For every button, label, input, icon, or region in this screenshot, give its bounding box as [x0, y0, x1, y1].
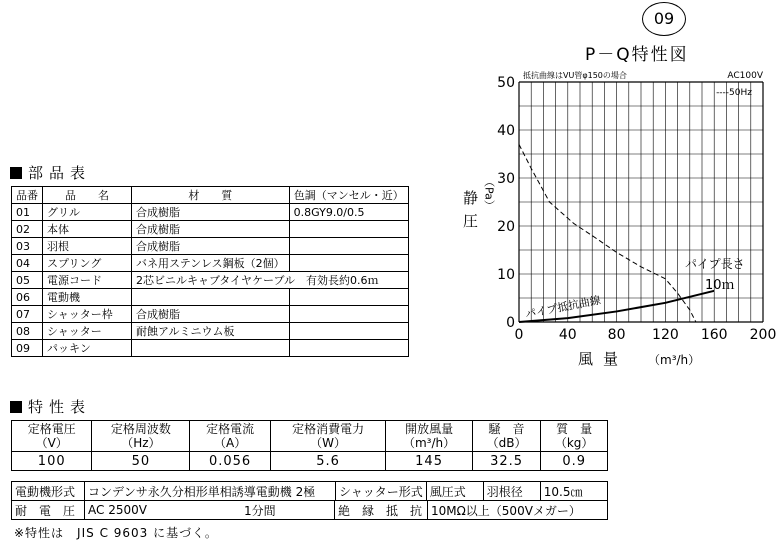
parts-row [12, 289, 409, 306]
parts-cell: 電動機 [43, 289, 132, 306]
spec-value: 100 [12, 452, 92, 471]
y-axis-label: 静圧 [461, 190, 479, 236]
insulation-value: 10MΩ以上（500Vメガー） [428, 501, 608, 520]
motor-type-label: 電動機形式 [12, 482, 85, 501]
parts-cell [289, 238, 408, 255]
x-tick-label: 40 [558, 327, 577, 343]
parts-table [11, 186, 409, 357]
parts-cell: 合成樹脂 [132, 238, 290, 255]
spec-value: 0.056 [190, 452, 270, 471]
parts-cell: 08 [12, 323, 43, 340]
parts-cell [289, 221, 408, 238]
chart-legend-50hz: ----50Hz [716, 88, 752, 98]
spec-header-label: 定格電流 [206, 422, 255, 436]
shutter-type-label: シャッター形式 [336, 482, 427, 501]
parts-row [12, 272, 409, 289]
spec-header-label: 定格消費電力 [292, 422, 365, 436]
withstand-voltage-label: 耐 電 圧 [12, 501, 85, 520]
spec-header-unit: （A） [213, 436, 247, 450]
spec-section-heading [10, 396, 91, 417]
parts-header-row [12, 187, 409, 204]
parts-cell: 02 [12, 221, 43, 238]
x-tick-label: 120 [652, 327, 679, 343]
blade-diameter-label: 羽根径 [483, 482, 540, 501]
spec-values-row [12, 452, 608, 471]
parts-cell [289, 255, 408, 272]
spec-header [541, 421, 608, 452]
parts-row [12, 255, 409, 272]
x-tick-label: 80 [607, 327, 626, 343]
spec-table [11, 420, 608, 471]
spec-header-label: 定格電圧 [27, 422, 76, 436]
parts-cell [132, 340, 290, 357]
parts-cell: 07 [12, 306, 43, 323]
parts-cell: グリル [43, 204, 132, 221]
parts-cell: スプリング [43, 255, 132, 272]
shutter-type-value: 風圧式 [426, 482, 483, 501]
parts-row [12, 204, 409, 221]
spec-extra-table-2 [11, 500, 608, 520]
parts-cell: 合成樹脂 [132, 221, 290, 238]
spec-header-unit: （W） [310, 436, 346, 450]
spec-extra-table [11, 481, 608, 501]
pipe-length-value: 10ｍ [705, 278, 735, 293]
parts-cell: 0.8GY9.0/0.5 [289, 204, 408, 221]
parts-cell [289, 340, 408, 357]
spec-header [92, 421, 190, 452]
parts-cell: 2芯ビニルキャブタイヤケーブル 有効長約0.6ｍ [132, 272, 409, 289]
parts-cell [289, 306, 408, 323]
spec-header-label: 定格周波数 [110, 422, 171, 436]
bullet-square-icon [10, 401, 22, 413]
y-tick-label: 30 [497, 171, 515, 187]
parts-cell: 01 [12, 204, 43, 221]
parts-row [12, 323, 409, 340]
chart-note-ac100v: AC100V [727, 71, 763, 81]
parts-header: 品番 [12, 187, 43, 204]
x-tick-label: 200 [749, 327, 777, 343]
pipe-length-label: パイプ長さ [685, 257, 745, 271]
parts-header: 材 質 [132, 187, 290, 204]
parts-cell [132, 289, 290, 306]
y-tick-label: 50 [497, 75, 515, 91]
parts-section-heading [10, 162, 91, 183]
chart-labels [461, 70, 776, 368]
parts-header: 色調（マンセル・近） [289, 187, 408, 204]
spec-voltage-row [12, 501, 608, 520]
spec-header-label: 質 量 [556, 422, 593, 436]
spec-header [386, 421, 472, 452]
parts-cell: シャッター枠 [43, 306, 132, 323]
spec-header-row [12, 421, 608, 452]
spec-value: 5.6 [270, 452, 386, 471]
spec-header-label: 騒 音 [488, 422, 525, 436]
y-axis-unit: （Pa） [482, 176, 496, 211]
parts-cell: パッキン [43, 340, 132, 357]
spec-header-label: 開放風量 [405, 422, 454, 436]
parts-header: 品 名 [43, 187, 132, 204]
parts-cell: 05 [12, 272, 43, 289]
spec-header-unit: （V） [35, 436, 68, 450]
bullet-square-icon [10, 167, 22, 179]
y-tick-label: 40 [497, 123, 515, 139]
spec-header [12, 421, 92, 452]
spec-value: 50 [92, 452, 190, 471]
y-tick-label: 20 [497, 219, 515, 235]
parts-cell: 04 [12, 255, 43, 272]
insulation-label: 絶 縁 抵 抗 [335, 501, 428, 520]
parts-cell: 09 [12, 340, 43, 357]
pipe-curve-label: パイプ抵抗曲線 [524, 293, 602, 321]
parts-cell [289, 289, 408, 306]
parts-cell: シャッター [43, 323, 132, 340]
spec-header [270, 421, 386, 452]
parts-row [12, 306, 409, 323]
y-tick-label: 0 [506, 315, 515, 331]
withstand-voltage-value: AC 2500V [85, 501, 242, 520]
chart-title: P－Q特性図 [585, 45, 689, 65]
parts-cell: 合成樹脂 [132, 204, 290, 221]
motor-type-value: コンデンサ永久分相形単相誘導電動機 2極 [85, 482, 336, 501]
parts-row [12, 238, 409, 255]
parts-cell [289, 323, 408, 340]
spec-header-unit: （m³/h） [402, 436, 456, 450]
parts-title: 部品表 [28, 164, 92, 182]
x-tick-label: 160 [700, 327, 728, 343]
spec-motor-row [12, 482, 608, 501]
spec-header [472, 421, 541, 452]
parts-cell: 06 [12, 289, 43, 306]
spec-header-unit: （dB） [486, 436, 527, 450]
page-number-badge: 09 [642, 2, 686, 36]
spec-title: 特性表 [28, 398, 92, 416]
x-axis-unit: （m³/h） [648, 353, 701, 367]
parts-row [12, 221, 409, 238]
blade-diameter-value: 10.5㎝ [540, 482, 607, 501]
parts-cell: 03 [12, 238, 43, 255]
parts-cell: 羽根 [43, 238, 132, 255]
pq-curve-50hz [519, 144, 696, 322]
spec-header-unit: （kg） [554, 436, 594, 450]
x-tick-label: 0 [514, 327, 524, 343]
chart-note-vu-pipe: 抵抗曲線はVU管φ150の場合 [523, 71, 627, 80]
spec-value: 0.9 [541, 452, 608, 471]
parts-row [12, 340, 409, 357]
spec-header-unit: （Hz） [121, 436, 161, 450]
spec-value: 145 [386, 452, 472, 471]
parts-cell: 合成樹脂 [132, 306, 290, 323]
parts-cell: 電源コード [43, 272, 132, 289]
standard-note: ※特性は JIS C 9603 に基づく。 [14, 526, 218, 540]
parts-cell: 本体 [43, 221, 132, 238]
spec-header [190, 421, 270, 452]
parts-cell: バネ用ステンレス鋼板（2個） [132, 255, 290, 272]
spec-value: 32.5 [472, 452, 541, 471]
x-axis-label: 風量 [578, 350, 629, 368]
parts-cell: 耐蝕アルミニウム板 [132, 323, 290, 340]
y-tick-label: 10 [497, 267, 515, 283]
withstand-voltage-time: 1分間 [241, 501, 335, 520]
